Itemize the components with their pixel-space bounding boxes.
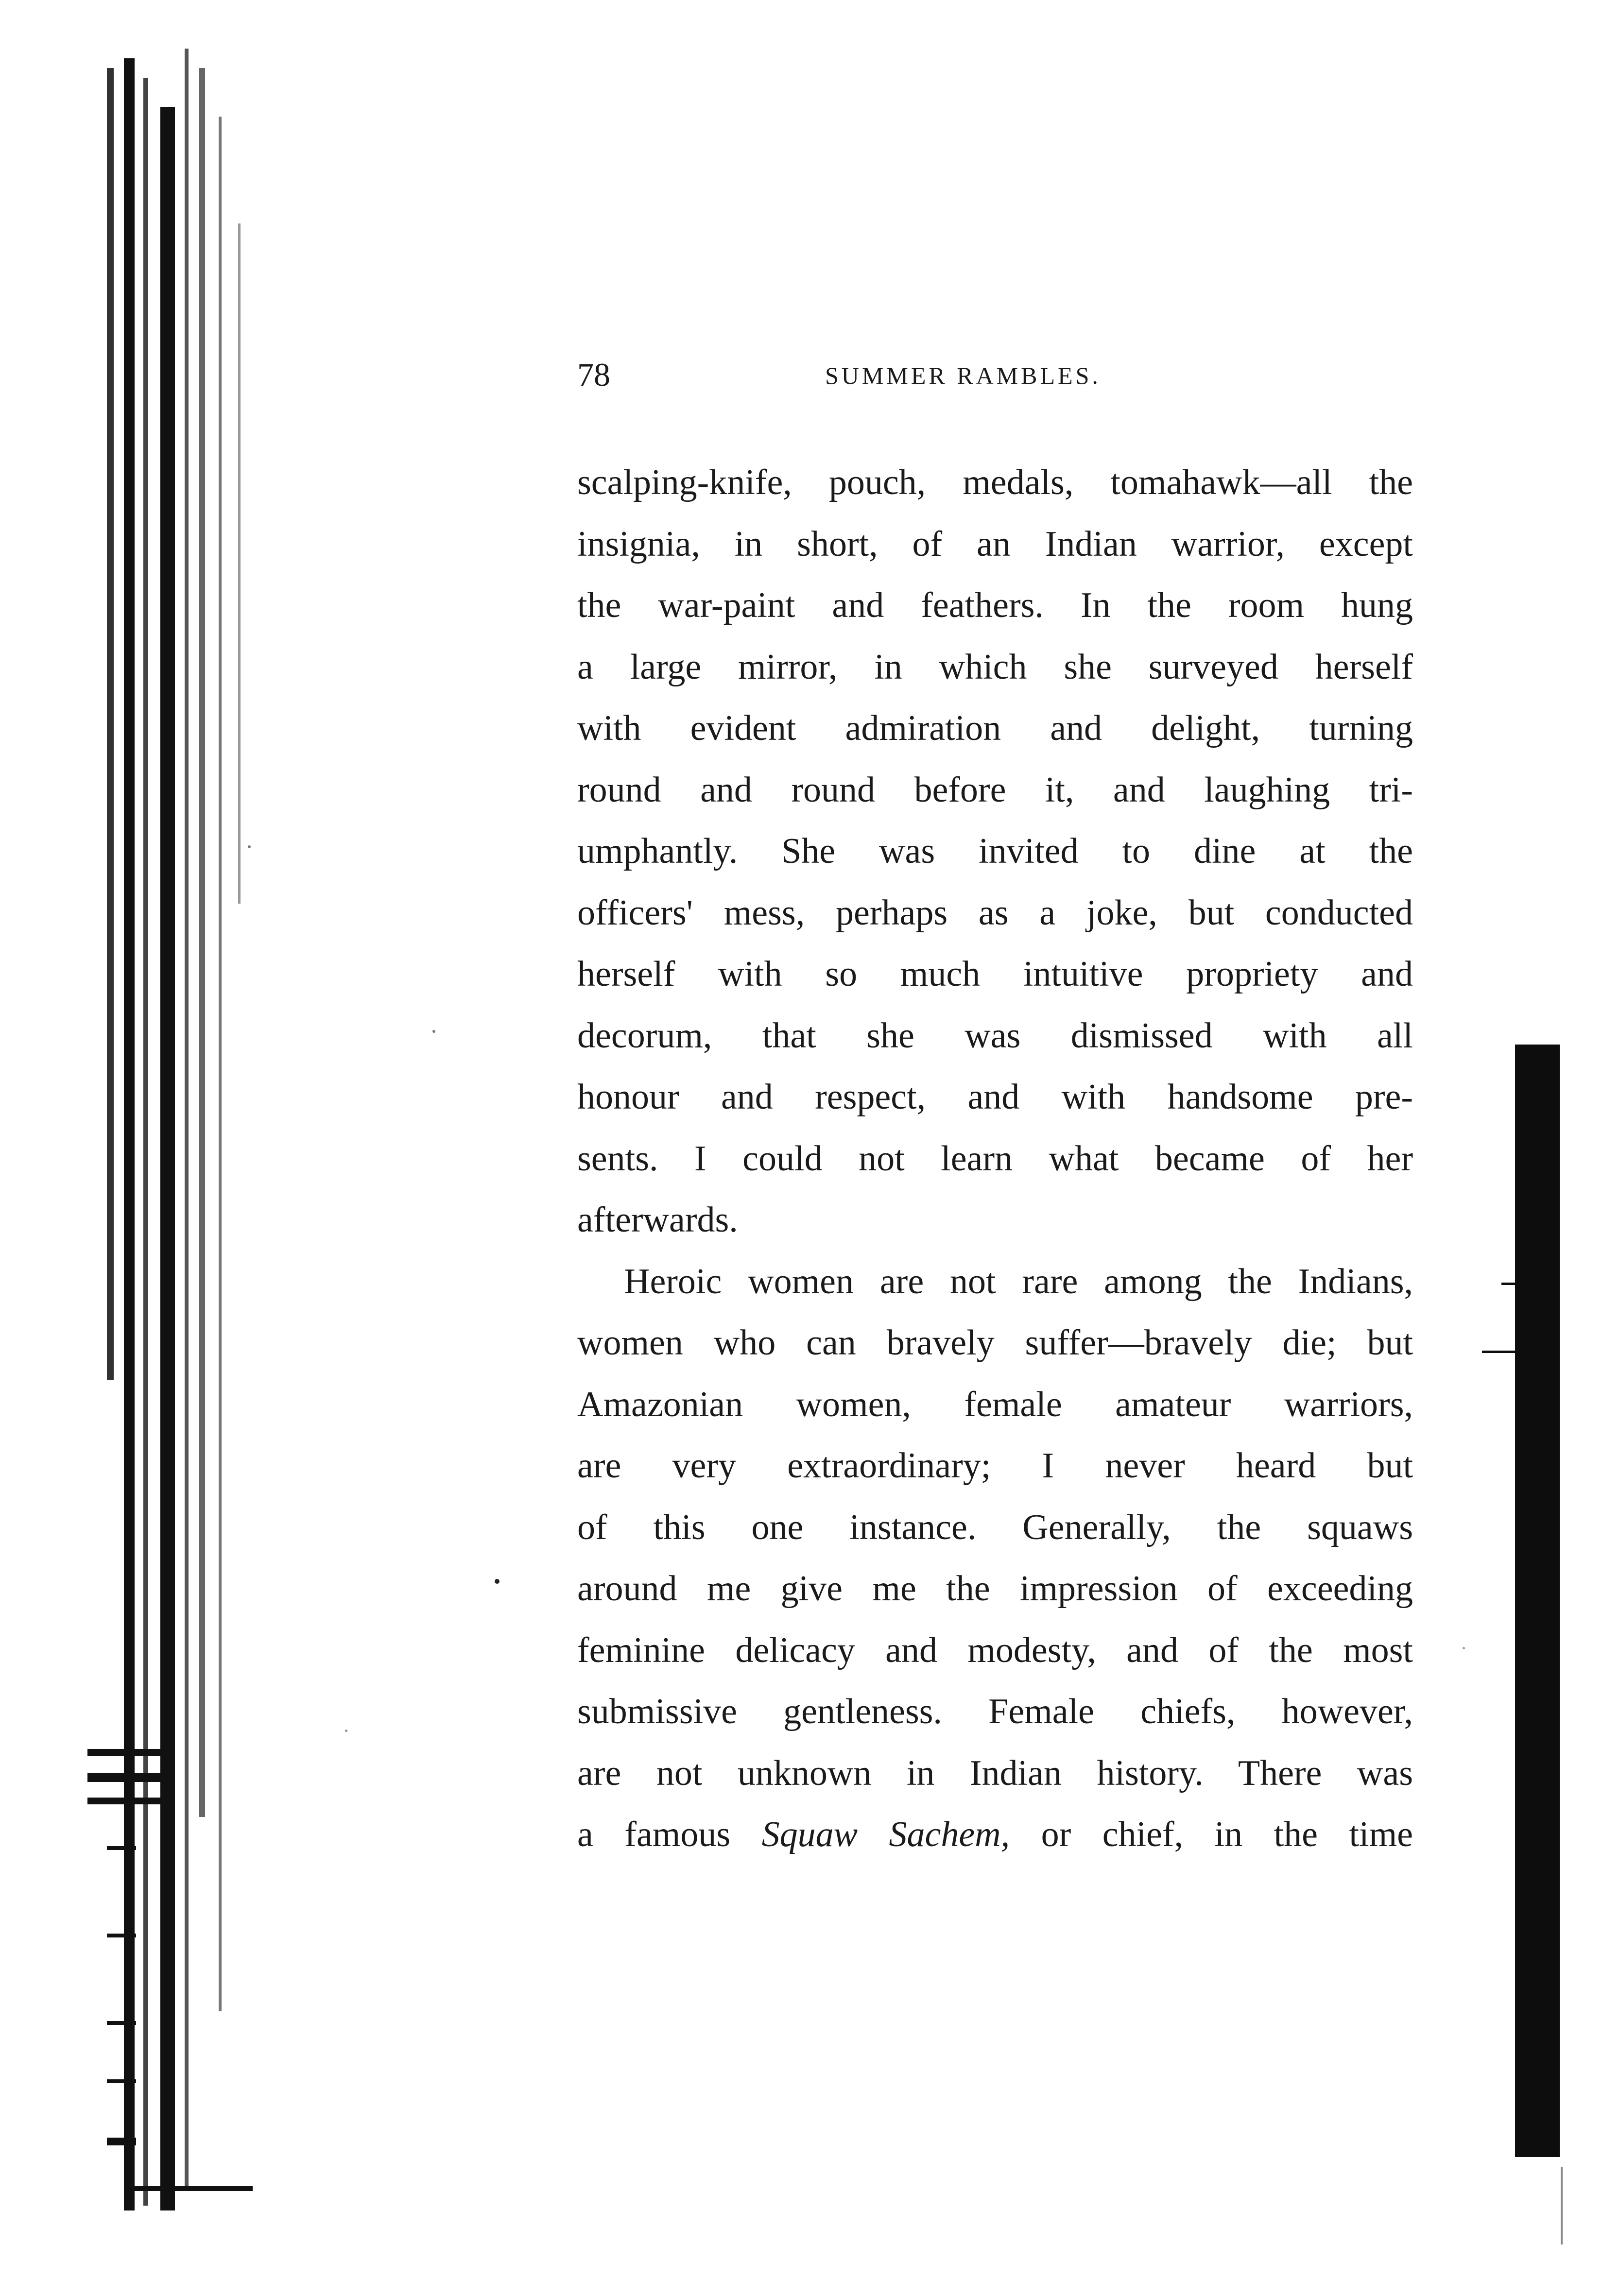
scan-edge-bar bbox=[1515, 1045, 1560, 2157]
text-line: officers' mess, perhaps as a joke, but conducted bbox=[577, 892, 1413, 933]
italic-phrase: Squaw Sachem, bbox=[761, 1815, 1010, 1854]
body-text bbox=[577, 452, 1413, 1866]
page-speck bbox=[345, 1730, 347, 1732]
running-title: SUMMER RAMBLES. bbox=[825, 362, 1101, 389]
text-line: afterwards. bbox=[577, 1200, 738, 1240]
text-line-final bbox=[577, 1804, 1413, 1866]
text-fragment: a famous bbox=[577, 1815, 762, 1854]
gutter-mark bbox=[199, 68, 205, 1817]
text-line: submissive gentleness. Female chiefs, however, bbox=[577, 1692, 1413, 1731]
text-line: decorum, that she was dismissed with all bbox=[577, 1015, 1413, 1056]
scan-edge-mark bbox=[1482, 1351, 1521, 1353]
text-line: are very extraordinary; I never heard but bbox=[577, 1446, 1413, 1486]
text-line: women who can bravely suffer—bravely die; but bbox=[577, 1323, 1413, 1363]
gutter-mark bbox=[107, 1934, 136, 1937]
gutter-mark bbox=[107, 2079, 136, 2083]
text-line: feminine delicacy and modesty, and of the most bbox=[577, 1630, 1413, 1670]
gutter-mark bbox=[238, 223, 241, 904]
gutter-mark bbox=[124, 58, 135, 2210]
text-line: round and round before it, and laughing tri- bbox=[577, 770, 1413, 810]
text-line: Amazonian women, female amateur warriors, bbox=[577, 1384, 1413, 1424]
page-speck bbox=[248, 845, 251, 848]
gutter-mark bbox=[131, 2186, 253, 2191]
text-line: the war-paint and feathers. In the room hung bbox=[577, 585, 1413, 625]
text-line: around me give me the impression of exceeding bbox=[577, 1569, 1413, 1609]
text-line: sents. I could not learn what became of her bbox=[577, 1138, 1413, 1179]
paragraph-start-line: Heroic women are not rare among the Indians, bbox=[624, 1261, 1413, 1302]
page-speck bbox=[432, 1030, 435, 1033]
gutter-mark bbox=[107, 2021, 136, 2025]
gutter-mark bbox=[87, 1749, 165, 1756]
binding-gutter bbox=[87, 49, 282, 2225]
gutter-mark bbox=[87, 1798, 165, 1804]
text-fragment: or chief, in the time bbox=[1010, 1815, 1413, 1854]
text-line: with evident admiration and delight, turning bbox=[577, 708, 1413, 748]
text-line: umphantly. She was invited to dine at the bbox=[577, 831, 1413, 871]
gutter-mark bbox=[107, 68, 114, 1380]
text-line: scalping-knife, pouch, medals, tomahawk—all the bbox=[577, 463, 1413, 502]
scan-edge-mark bbox=[1561, 2167, 1563, 2245]
text-line: honour and respect, and with handsome pre- bbox=[577, 1077, 1413, 1117]
text-line: are not unknown in Indian history. There was bbox=[577, 1753, 1413, 1793]
gutter-mark bbox=[143, 78, 148, 2206]
gutter-mark bbox=[219, 117, 222, 2011]
gutter-mark bbox=[107, 2138, 136, 2145]
text-line: insignia, in short, of an Indian warrior, except bbox=[577, 524, 1413, 564]
text-line: a large mirror, in which she surveyed herself bbox=[577, 647, 1413, 687]
scan-edge-mark bbox=[1501, 1283, 1560, 1285]
gutter-mark bbox=[160, 107, 175, 2210]
gutter-mark bbox=[185, 49, 189, 2186]
running-head bbox=[577, 356, 1403, 399]
text-line: herself with so much intuitive propriety and bbox=[577, 954, 1413, 994]
page-speck bbox=[495, 1579, 500, 1584]
page-speck bbox=[1463, 1647, 1465, 1649]
page-number: 78 bbox=[577, 356, 610, 393]
gutter-mark bbox=[87, 1773, 165, 1782]
gutter-mark bbox=[107, 1846, 136, 1850]
text-line: of this one instance. Generally, the squaws bbox=[577, 1507, 1413, 1547]
